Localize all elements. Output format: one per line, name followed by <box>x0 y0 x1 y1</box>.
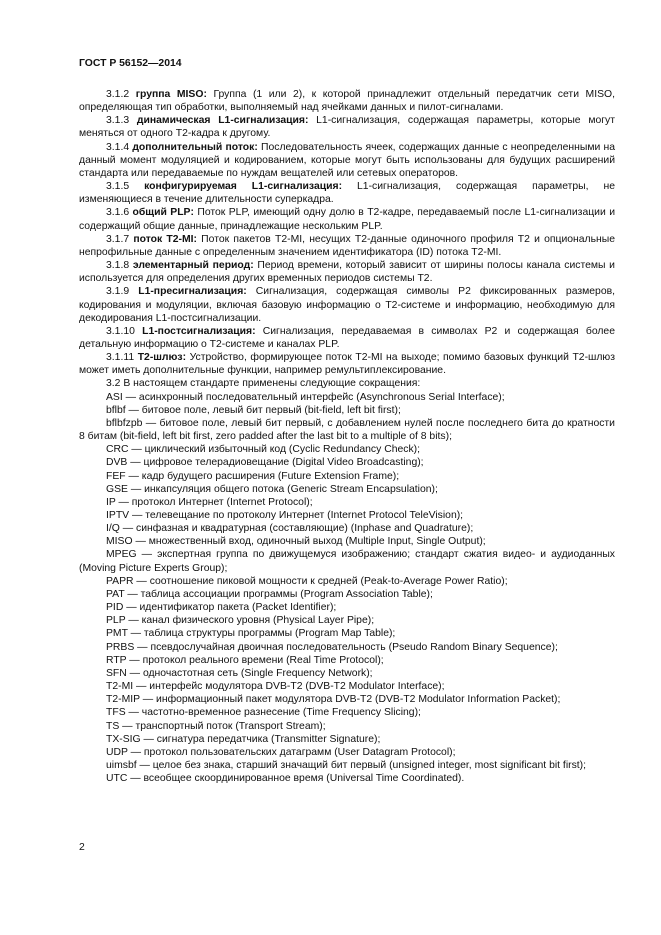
abbreviation-item: MPEG — экспертная группа по движущемуся изображению; стандарт сжатия видео- и аудиоданных (Moving Picture Experts Group); <box>79 549 615 574</box>
definition-number: 3.1.8 <box>106 260 130 272</box>
definition-term: группа MISO: <box>135 89 207 100</box>
definition-term: общий PLP: <box>132 207 194 219</box>
abbreviation-item: TS — транспортный поток (Transport Stream); <box>106 720 326 732</box>
abbreviation-item: UTC — всеобщее скоординированное время (Universal Time Coordinated). <box>106 773 465 785</box>
abbreviation-item: PLP — канал физического уровня (Physical Layer Pipe); <box>106 615 375 627</box>
definition-term: L1-постсигнализация: <box>142 325 256 337</box>
definition-number: 3.1.10 <box>106 325 135 337</box>
definition-text: Поток пакетов T2-MI, несущих T2-данные одиночного профиля T2 и опциональные непрофильные данные с определенным значением идентификатора (ID) потока T2-MI. <box>79 233 616 258</box>
definition-text: Поток PLP, имеющий одну долю в T2-кадре, передаваемый после L1-сигнализации и содержащий общие данные, принадлежащие нескольким PLP. <box>79 207 615 232</box>
definition-text: L1-сигнализация, содержащая параметры, которые могут меняться от одного T2-кадра к другому. <box>79 115 615 140</box>
document-header: ГОСТ Р 56152—2014 <box>79 58 182 69</box>
abbreviation-item: PID — идентификатор пакета (Packet Identifier); <box>106 602 337 614</box>
abbreviation-item: DVB — цифровое телерадиовещание (Digital Video Broadcasting); <box>106 457 424 469</box>
definition-item <box>79 285 615 324</box>
abbreviation-item: UDP — протокол пользовательских датаграмм (User Datagram Protocol); <box>106 746 456 758</box>
definition-item <box>79 206 615 232</box>
abbreviation-item: bflbf — битовое поле, левый бит первый (bit-field, left bit first); <box>106 404 401 416</box>
definition-item <box>79 114 615 140</box>
definition-text: Устройство, формирующее поток T2-MI на выходе; помимо базовых функций T2-шлюз может иметь дополнительные функции, например ремультиплексирование. <box>79 352 615 377</box>
definition-number: 3.1.9 <box>106 286 130 298</box>
definition-text: Сигнализация, передаваемая в символах P2 и содержащая более детальную информацию о T2-системе и каналах PLP. <box>79 325 615 350</box>
page-number: 2 <box>79 842 85 853</box>
abbreviations-list <box>79 391 615 786</box>
definition-number: 3.1.2 <box>106 89 130 100</box>
abbreviation-item: PRBS — псевдослучайная двоичная последовательность (Pseudo Random Binary Sequence); <box>106 641 558 653</box>
definition-item <box>79 259 615 285</box>
abbreviation-item: GSE — инкапсуляция общего потока (Generic Stream Encapsulation); <box>106 483 438 495</box>
definition-number: 3.1.3 <box>106 115 130 127</box>
definition-item <box>79 88 615 114</box>
definition-number: 3.1.6 <box>106 207 130 219</box>
abbreviation-item: TFS — частотно-временное разнесение (Time Frequency Slicing); <box>106 707 421 719</box>
definition-text: Период времени, который зависит от ширины полосы канала системы и используется для определения других временных периодов системы T2. <box>79 260 615 285</box>
definition-term: динамическая L1-сигнализация: <box>136 115 309 127</box>
abbreviation-item: T2-MI — интерфейс модулятора DVB-T2 (DVB-T2 Modulator Interface); <box>106 681 445 693</box>
definition-item <box>79 351 615 377</box>
definition-term: L1-пресигнализация: <box>138 286 247 298</box>
abbreviation-item: TX-SIG — сигнатура передатчика (Transmitter Signature); <box>106 733 381 745</box>
definition-term: элементарный период: <box>132 260 254 272</box>
abbreviation-item: CRC — циклический избыточный код (Cyclic Redundancy Check); <box>106 444 421 456</box>
abbreviation-item: MISO — множественный вход, одиночный выход (Multiple Input, Single Output); <box>106 536 486 548</box>
definition-text: L1-сигнализация, содержащая параметры, не изменяющиеся в течение длительности суперкадра. <box>79 181 616 206</box>
abbreviation-item: IPTV — телевещание по протоколу Интернет (Internet Protocol TeleVision); <box>106 510 464 521</box>
abbreviation-item: IP — протокол Интернет (Internet Protocol); <box>106 496 313 508</box>
definition-term: конфигурируемая L1-сигнализация: <box>144 181 343 193</box>
definition-number: 3.1.7 <box>106 233 130 245</box>
abbreviation-item: ASI — асинхронный последовательный интерфейс (Asynchronous Serial Interface); <box>106 391 505 403</box>
page-content <box>79 88 615 785</box>
definition-text: Группа (1 или 2), к которой принадлежит отдельный передатчик сети MISO, определяющая тип обработки, выполняемый над ячейками данных и пилот-сигналами. <box>79 89 615 114</box>
abbreviation-item: PMT — таблица структуры программы (Program Map Table); <box>106 628 396 640</box>
definition-number: 3.1.4 <box>106 141 130 153</box>
abbreviation-item: uimsbf — целое без знака, старший значащий бит первый (unsigned integer, most significant bit first); <box>106 759 587 771</box>
definition-item <box>79 180 615 206</box>
abbreviation-item: FEF — кадр будущего расширения (Future Extension Frame); <box>106 470 400 482</box>
definition-item <box>79 233 615 259</box>
definition-number: 3.1.5 <box>106 181 130 193</box>
definition-item <box>79 141 615 180</box>
definition-term: дополнительный поток: <box>132 141 258 153</box>
definition-term: T2-шлюз: <box>137 352 187 364</box>
definition-number: 3.1.11 <box>106 352 135 364</box>
definitions-list <box>79 88 615 377</box>
abbreviation-item: PAT — таблица ассоциации программы (Program Association Table); <box>106 588 433 600</box>
definition-text: Сигнализация, содержащая символы P2 фиксированных размеров, кодирования и модуляции, включая базовую информацию о T2-системе и информацию, необходимую для декодирования L1-постсигнализации. <box>79 286 616 324</box>
abbreviation-item: T2-MIP — информационный пакет модулятора DVB-T2 (DVB-T2 Modulator Information Packet); <box>106 694 561 706</box>
abbreviation-item: bflbfzpb — битовое поле, левый бит первый, с добавлением нулей после последнего бита до кратности 8 битам (bit-field, left bit first, zero padded after the last bit to a multiple of 8 bits); <box>79 417 615 443</box>
definition-text: Последовательность ячеек, содержащих данные с неопределенными на данный момент модуляцией и кодированием, которые могут быть использованы для будущих расширений стандарта или передаваемые по нуждам вещателей или сетевых операторов. <box>79 141 615 179</box>
abbreviation-item: PAPR — соотношение пиковой мощности к средней (Peak-to-Average Power Ratio); <box>106 575 508 587</box>
definition-item <box>79 325 615 351</box>
definition-term: поток T2-MI: <box>133 233 197 245</box>
abbreviation-item: SFN — одночастотная сеть (Single Frequency Network); <box>106 667 373 679</box>
abbreviation-item: RTP — протокол реального времени (Real Time Protocol); <box>106 654 384 666</box>
abbreviation-item: I/Q — синфазная и квадратурная (составляющие) (Inphase and Quadrature); <box>106 523 474 535</box>
abbreviations-intro: 3.2 В настоящем стандарте применены следующие сокращения: <box>106 378 421 390</box>
